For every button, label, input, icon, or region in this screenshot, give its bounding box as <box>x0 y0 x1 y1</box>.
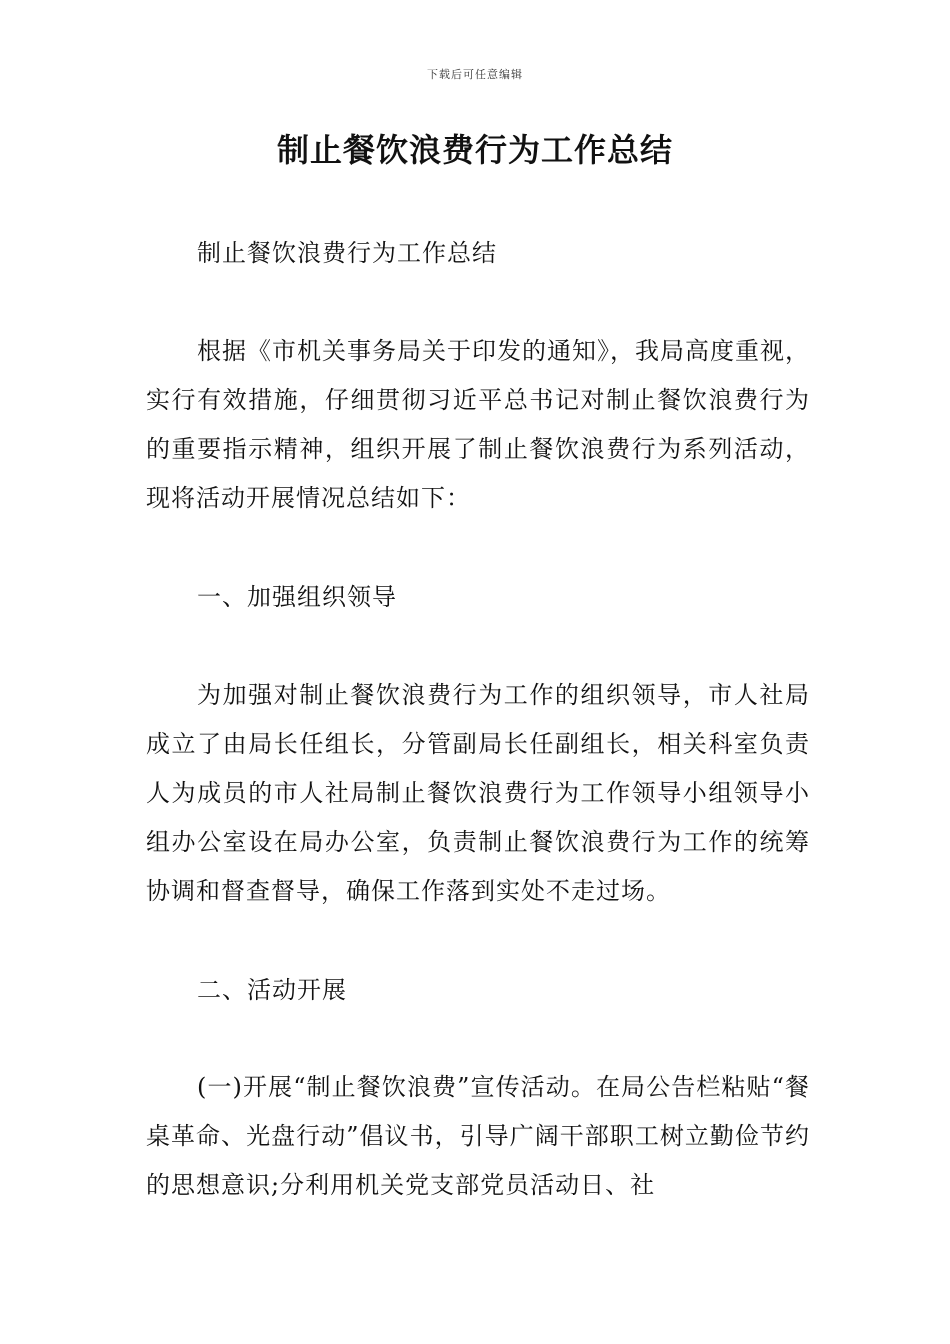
section1-heading-text: 一、加强组织领导 <box>197 583 397 611</box>
header-note: 下载后可任意编辑 <box>427 68 523 81</box>
section2-heading-text: 二、活动开展 <box>197 976 347 1004</box>
subtitle-text: 制止餐饮浪费行为工作总结 <box>197 239 497 267</box>
section2-item1-text: (一)开展“制止餐饮浪费”宣传活动。在局公告栏粘贴“餐桌革命、光盘行动”倡议书，引导广阔干部职工树立勤俭节约的思想意识;分利用机关党支部党员活动日、社 <box>146 1073 810 1199</box>
subtitle-paragraph <box>146 229 810 278</box>
intro-paragraph <box>146 327 810 523</box>
section2-item1-paragraph <box>146 1063 810 1210</box>
document-title: 制止餐饮浪费行为工作总结 <box>276 131 673 169</box>
section1-body-text: 为加强对制止餐饮浪费行为工作的组织领导，市人社局成立了由局长任组长，分管副局长任副组长，相关科室负责人为成员的市人社局制止餐饮浪费行为工作领导小组领导小组办公室设在局办公室，负责制止餐饮浪费行为工作的统筹协调和督查督导，确保工作落到实处不走过场。 <box>146 681 810 905</box>
section1-paragraph <box>146 671 810 916</box>
section2-heading <box>146 966 810 1015</box>
intro-text: 根据《市机关事务局关于印发的通知》，我局高度重视，实行有效措施，仔细贯彻习近平总书记对制止餐饮浪费行为的重要指示精神，组织开展了制止餐饮浪费行为系列活动，现将活动开展情况总结如下： <box>146 337 810 512</box>
section1-heading <box>146 573 810 622</box>
